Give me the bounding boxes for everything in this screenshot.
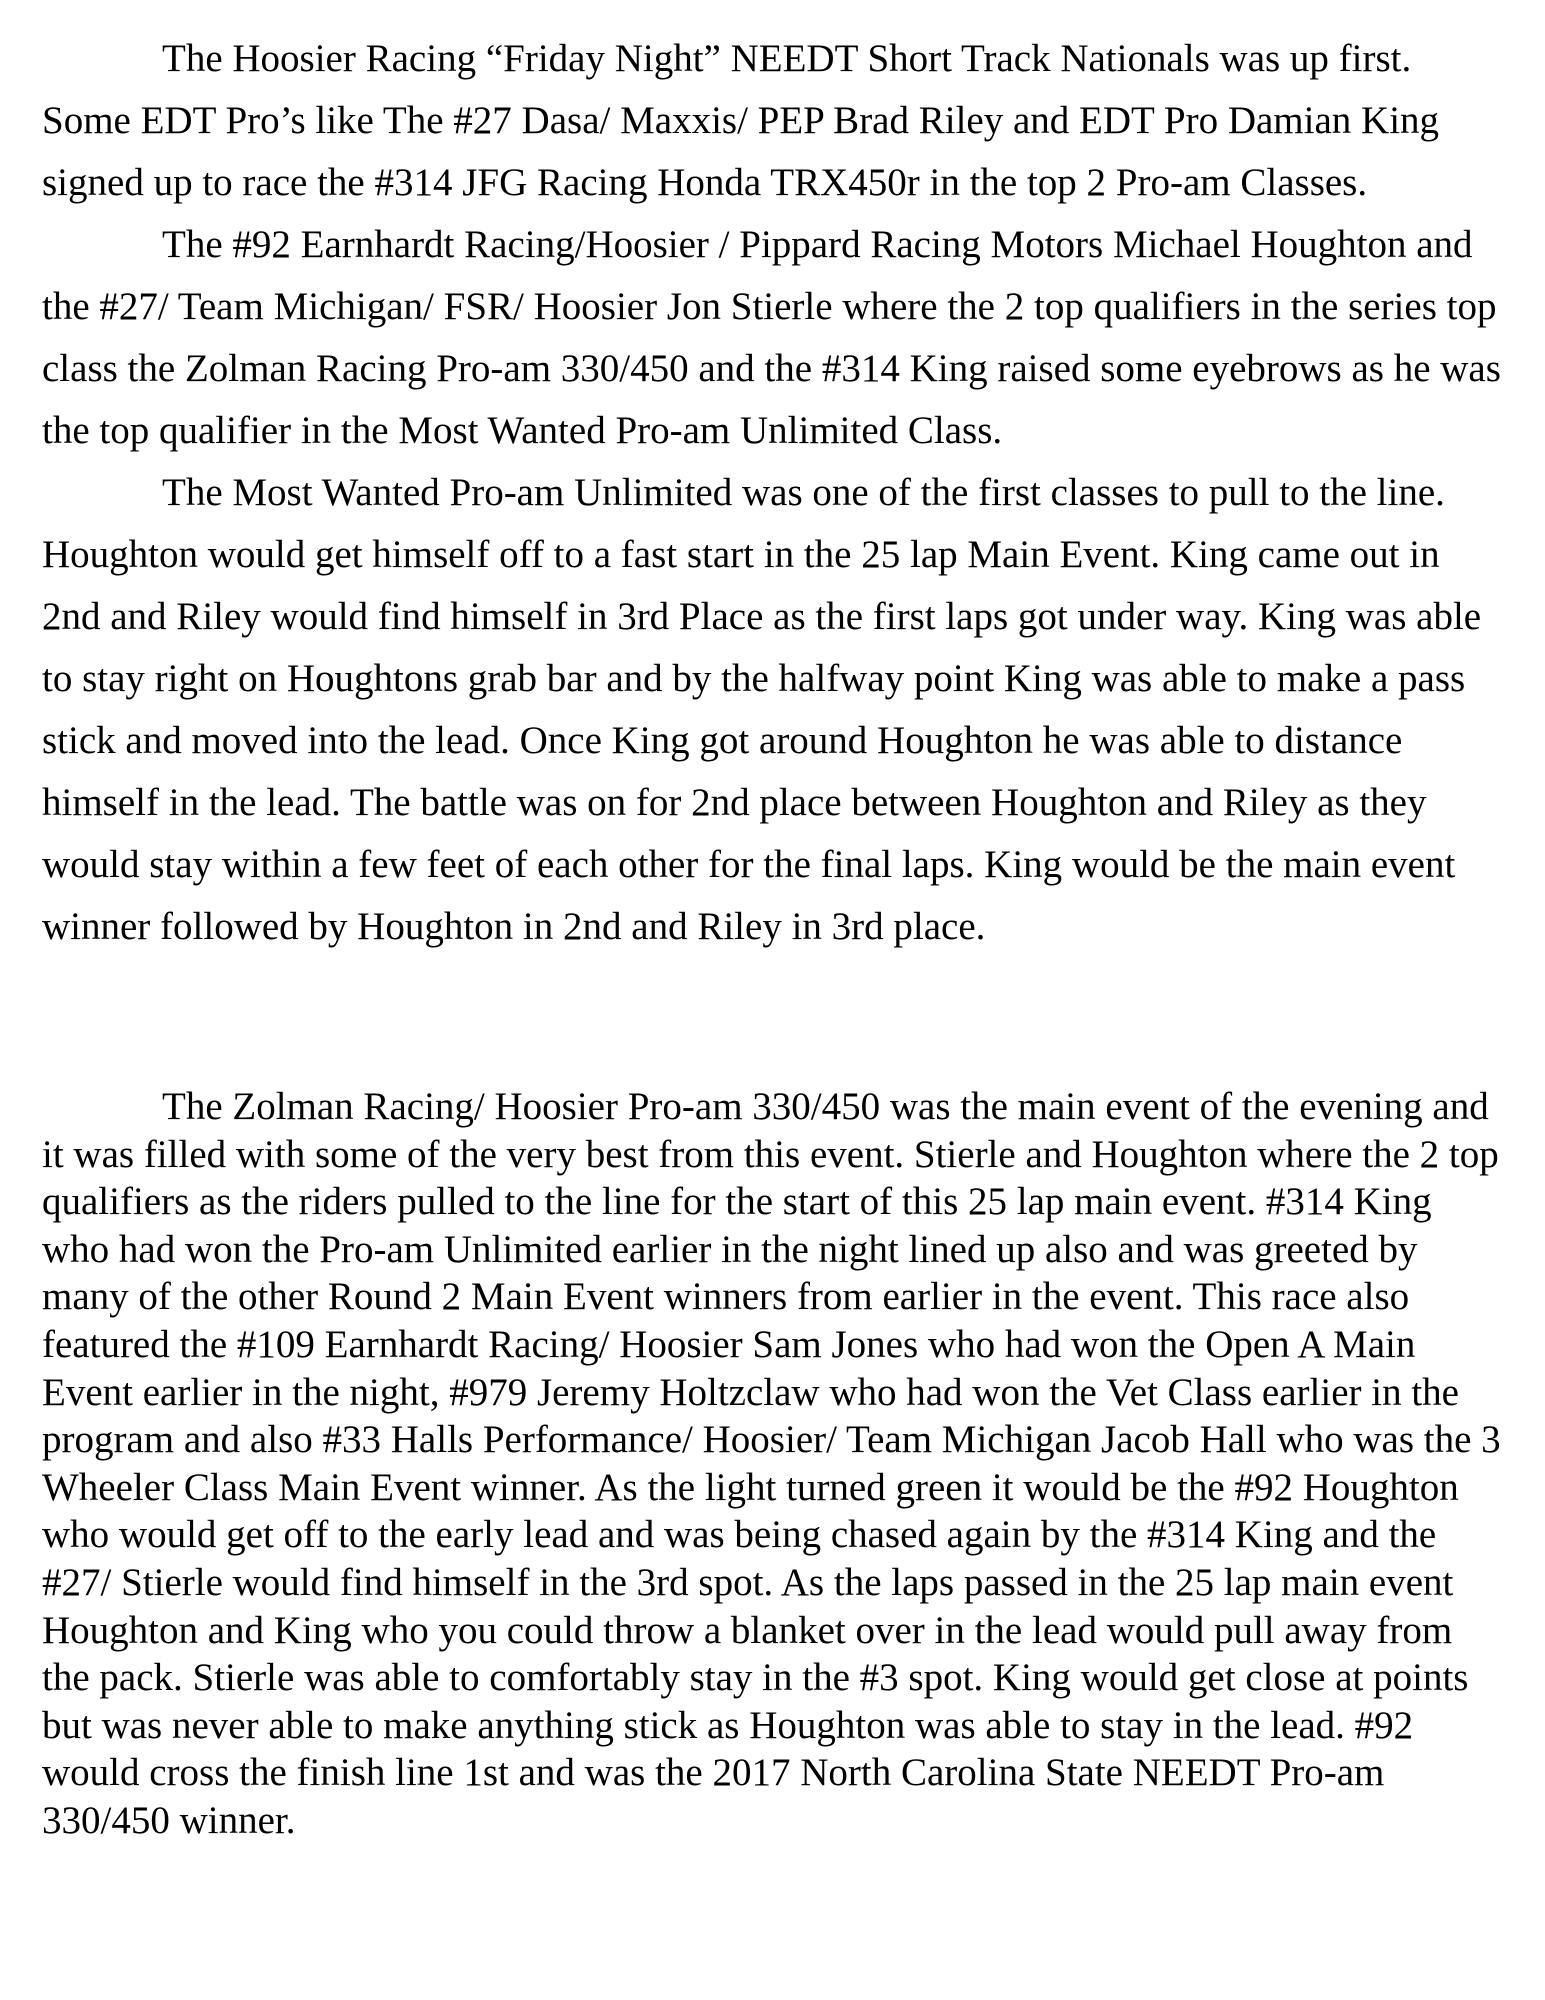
article-body-wide-spacing — [42, 28, 1502, 958]
paragraph-short-track-nationals: The Hoosier Racing “Friday Night” NEEDT Short Track Nationals was up first. Some EDT Pro’s like The #27 Dasa/ Maxxis/ PEP Brad Riley and EDT Pro Damian King signed up to race the #314 JFG Racing Honda TRX450r in the top 2 Pro-am Classes. — [42, 37, 1440, 204]
paragraph-pro-am-unlimited: The Most Wanted Pro-am Unlimited was one of the first classes to pull to the line. Houghton would get himself off to a fast start in the 25 lap Main Event. King came out in 2nd and Riley would find himself in 3rd Place as the first laps got under way. King was able to stay right on Houghtons grab bar and by the halfway point King was able to make a pass stick and moved into the lead. Once King got around Houghton he was able to distance himself in the lead. The battle was on for 2nd place between Houghton and Riley as they would stay within a few feet of each other for the final laps. King would be the main event winner followed by Houghton in 2nd and Riley in 3rd place. — [42, 471, 1482, 948]
article-body-tight-spacing — [42, 1083, 1502, 1845]
paragraph-pro-am-330-450: The Zolman Racing/ Hoosier Pro-am 330/450 was the main event of the evening and it was filled with some of the very best from this event. Stierle and Houghton where the 2 top qualifiers as the riders pulled to the line for the start of this 25 lap main event. #314 King who had won the Pro-am Unlimited earlier in the night lined up also and was greeted by many of the other Round 2 Main Event winners from earlier in the event. This race also featured the #109 Earnhardt Racing/ Hoosier Sam Jones who had won the Open A Main Event earlier in the night, #979 Jeremy Holtzclaw who had won the Vet Class earlier in the program and also #33 Halls Performance/ Hoosier/ Team Michigan Jacob Hall who was the 3 Wheeler Class Main Event winner. As the light turned green it would be the #92 Houghton who would get off to the early lead and was being chased again by the #314 King and the #27/ Stierle would find himself in the 3rd spot. As the laps passed in the 25 lap main event Houghton and King who you could throw a blanket over in the lead would pull away from the pack. Stierle was able to comfortably stay in the #3 spot. King would get close at points but was never able to make anything stick as Houghton was able to stay in the lead. #92 would cross the finish line 1st and was the 2017 North Carolina State NEEDT Pro-am 330/450 winner. — [42, 1085, 1501, 1842]
paragraph-top-qualifiers: The #92 Earnhardt Racing/Hoosier / Pippard Racing Motors Michael Houghton and the #27/ Team Michigan/ FSR/ Hoosier Jon Stierle where the 2 top qualifiers in the series top class the Zolman Racing Pro-am 330/450 and the #314 King raised some eyebrows as he was the top qualifier in the Most Wanted Pro-am Unlimited Class. — [42, 223, 1501, 452]
